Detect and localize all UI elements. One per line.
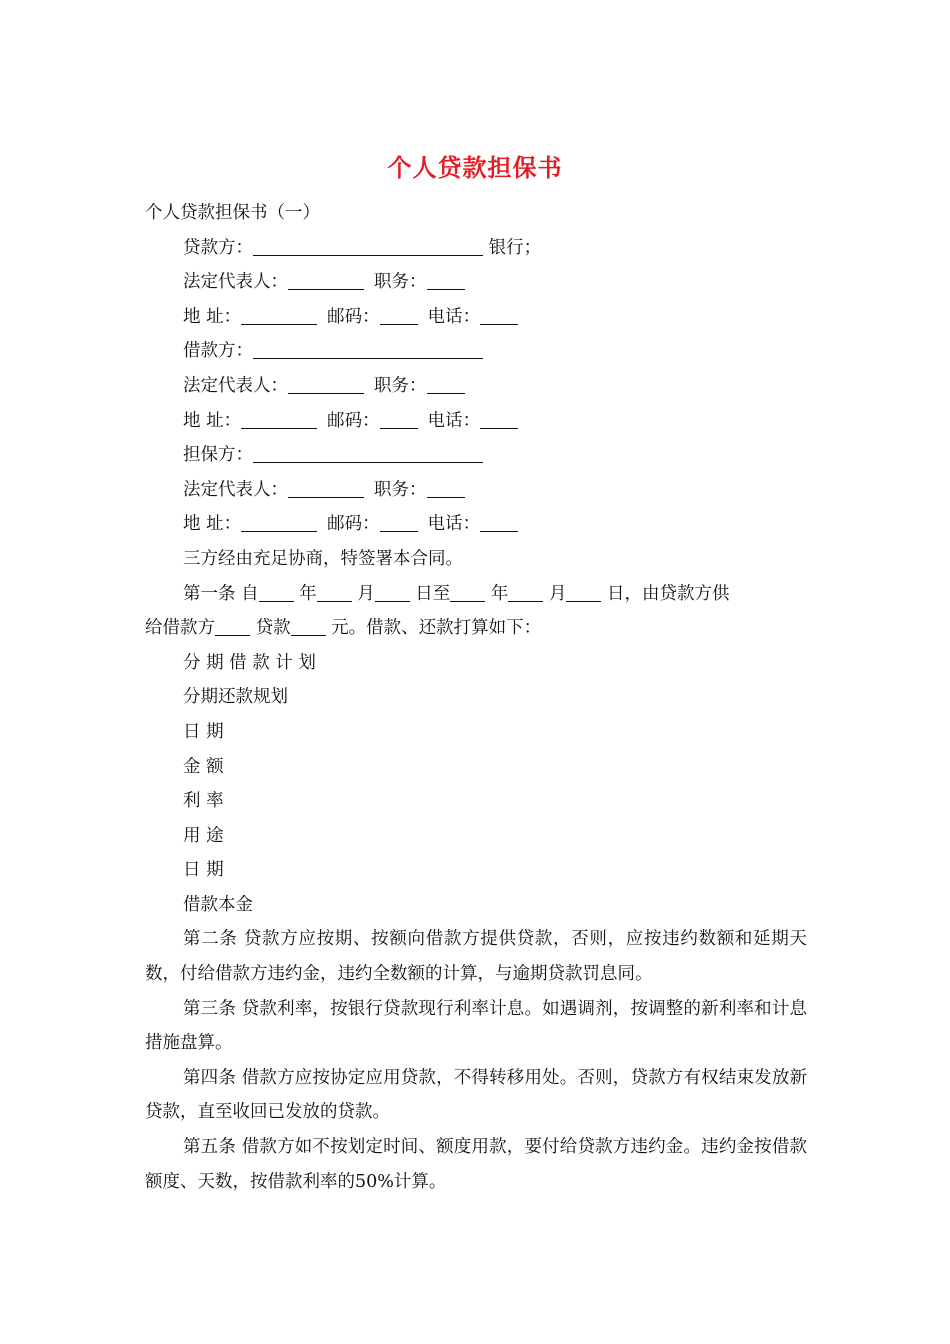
plan-item: 日 期 (183, 721, 224, 742)
plan-item: 借款本金 (183, 894, 253, 915)
plan-item: 用 途 (183, 825, 224, 846)
borrower-blank (253, 340, 483, 359)
position-blank (427, 271, 465, 290)
postcode-blank (380, 306, 418, 325)
address-blank (241, 513, 317, 532)
plan-item: 利 率 (183, 791, 224, 812)
rep-blank (288, 271, 364, 290)
plan-item: 分 期 借 款 计 划 (183, 652, 316, 673)
guarantor-rep-line: 法定代表人： 职务： (145, 473, 807, 508)
address-blank (241, 410, 317, 429)
plan-item: 金 额 (183, 756, 224, 777)
phone-blank (480, 306, 518, 325)
lender-blank (253, 237, 483, 256)
lender-address-line: 地 址： 邮码： 电话： (145, 300, 807, 335)
plan-item: 分期还款规划 (183, 687, 288, 708)
guarantor-address-line: 地 址： 邮码： 电话： (145, 507, 807, 542)
phone-blank (480, 513, 518, 532)
postcode-blank (380, 410, 418, 429)
postcode-blank (380, 513, 418, 532)
article-1-line-1: 第一条 自 年 月 日至 年 月 日，由贷款方供 (183, 583, 730, 604)
document-body (145, 196, 807, 1199)
borrower-rep-line: 法定代表人： 职务： (145, 369, 807, 404)
borrower-line: 借款方： (145, 334, 807, 369)
lender-rep-line: 法定代表人： 职务： (145, 265, 807, 300)
article-3: 第三条 贷款利率，按银行贷款现行利率计息。如遇调剂，按调整的新利率和计息措施盘算。 (145, 998, 807, 1054)
article-5: 第五条 借款方如不按划定时间、额度用款，要付给贷款方违约金。违约金按借款额度、天数，按借款利率的50%计算。 (145, 1137, 807, 1192)
subtitle: 个人贷款担保书（一） (145, 203, 320, 223)
address-blank (241, 306, 317, 325)
guarantor-line: 担保方： (145, 438, 807, 473)
lender-line: 贷款方： 银行； (183, 237, 542, 258)
guarantor-blank (253, 444, 483, 463)
rep-blank (288, 479, 364, 498)
article-1-line-2: 给借款方 贷款 元。借款、还款打算如下： (145, 618, 542, 639)
plan-item: 日 期 (183, 860, 224, 881)
rep-blank (288, 375, 364, 394)
agreement-line: 三方经由充足协商，特签署本合同。 (183, 548, 463, 569)
position-blank (427, 479, 465, 498)
position-blank (427, 375, 465, 394)
article-2: 第二条 贷款方应按期、按额向借款方提供贷款，否则，应按违约数额和延期天数，付给借款方违约金，违约全数额的计算，与逾期贷款罚息同。 (145, 929, 807, 985)
document-title: 个人贷款担保书 (387, 153, 563, 182)
article-4: 第四条 借款方应按协定应用贷款，不得转移用处。否则，贷款方有权结束发放新贷款，直至收回已发放的贷款。 (145, 1067, 807, 1123)
borrower-address-line: 地 址： 邮码： 电话： (145, 404, 807, 439)
phone-blank (480, 410, 518, 429)
